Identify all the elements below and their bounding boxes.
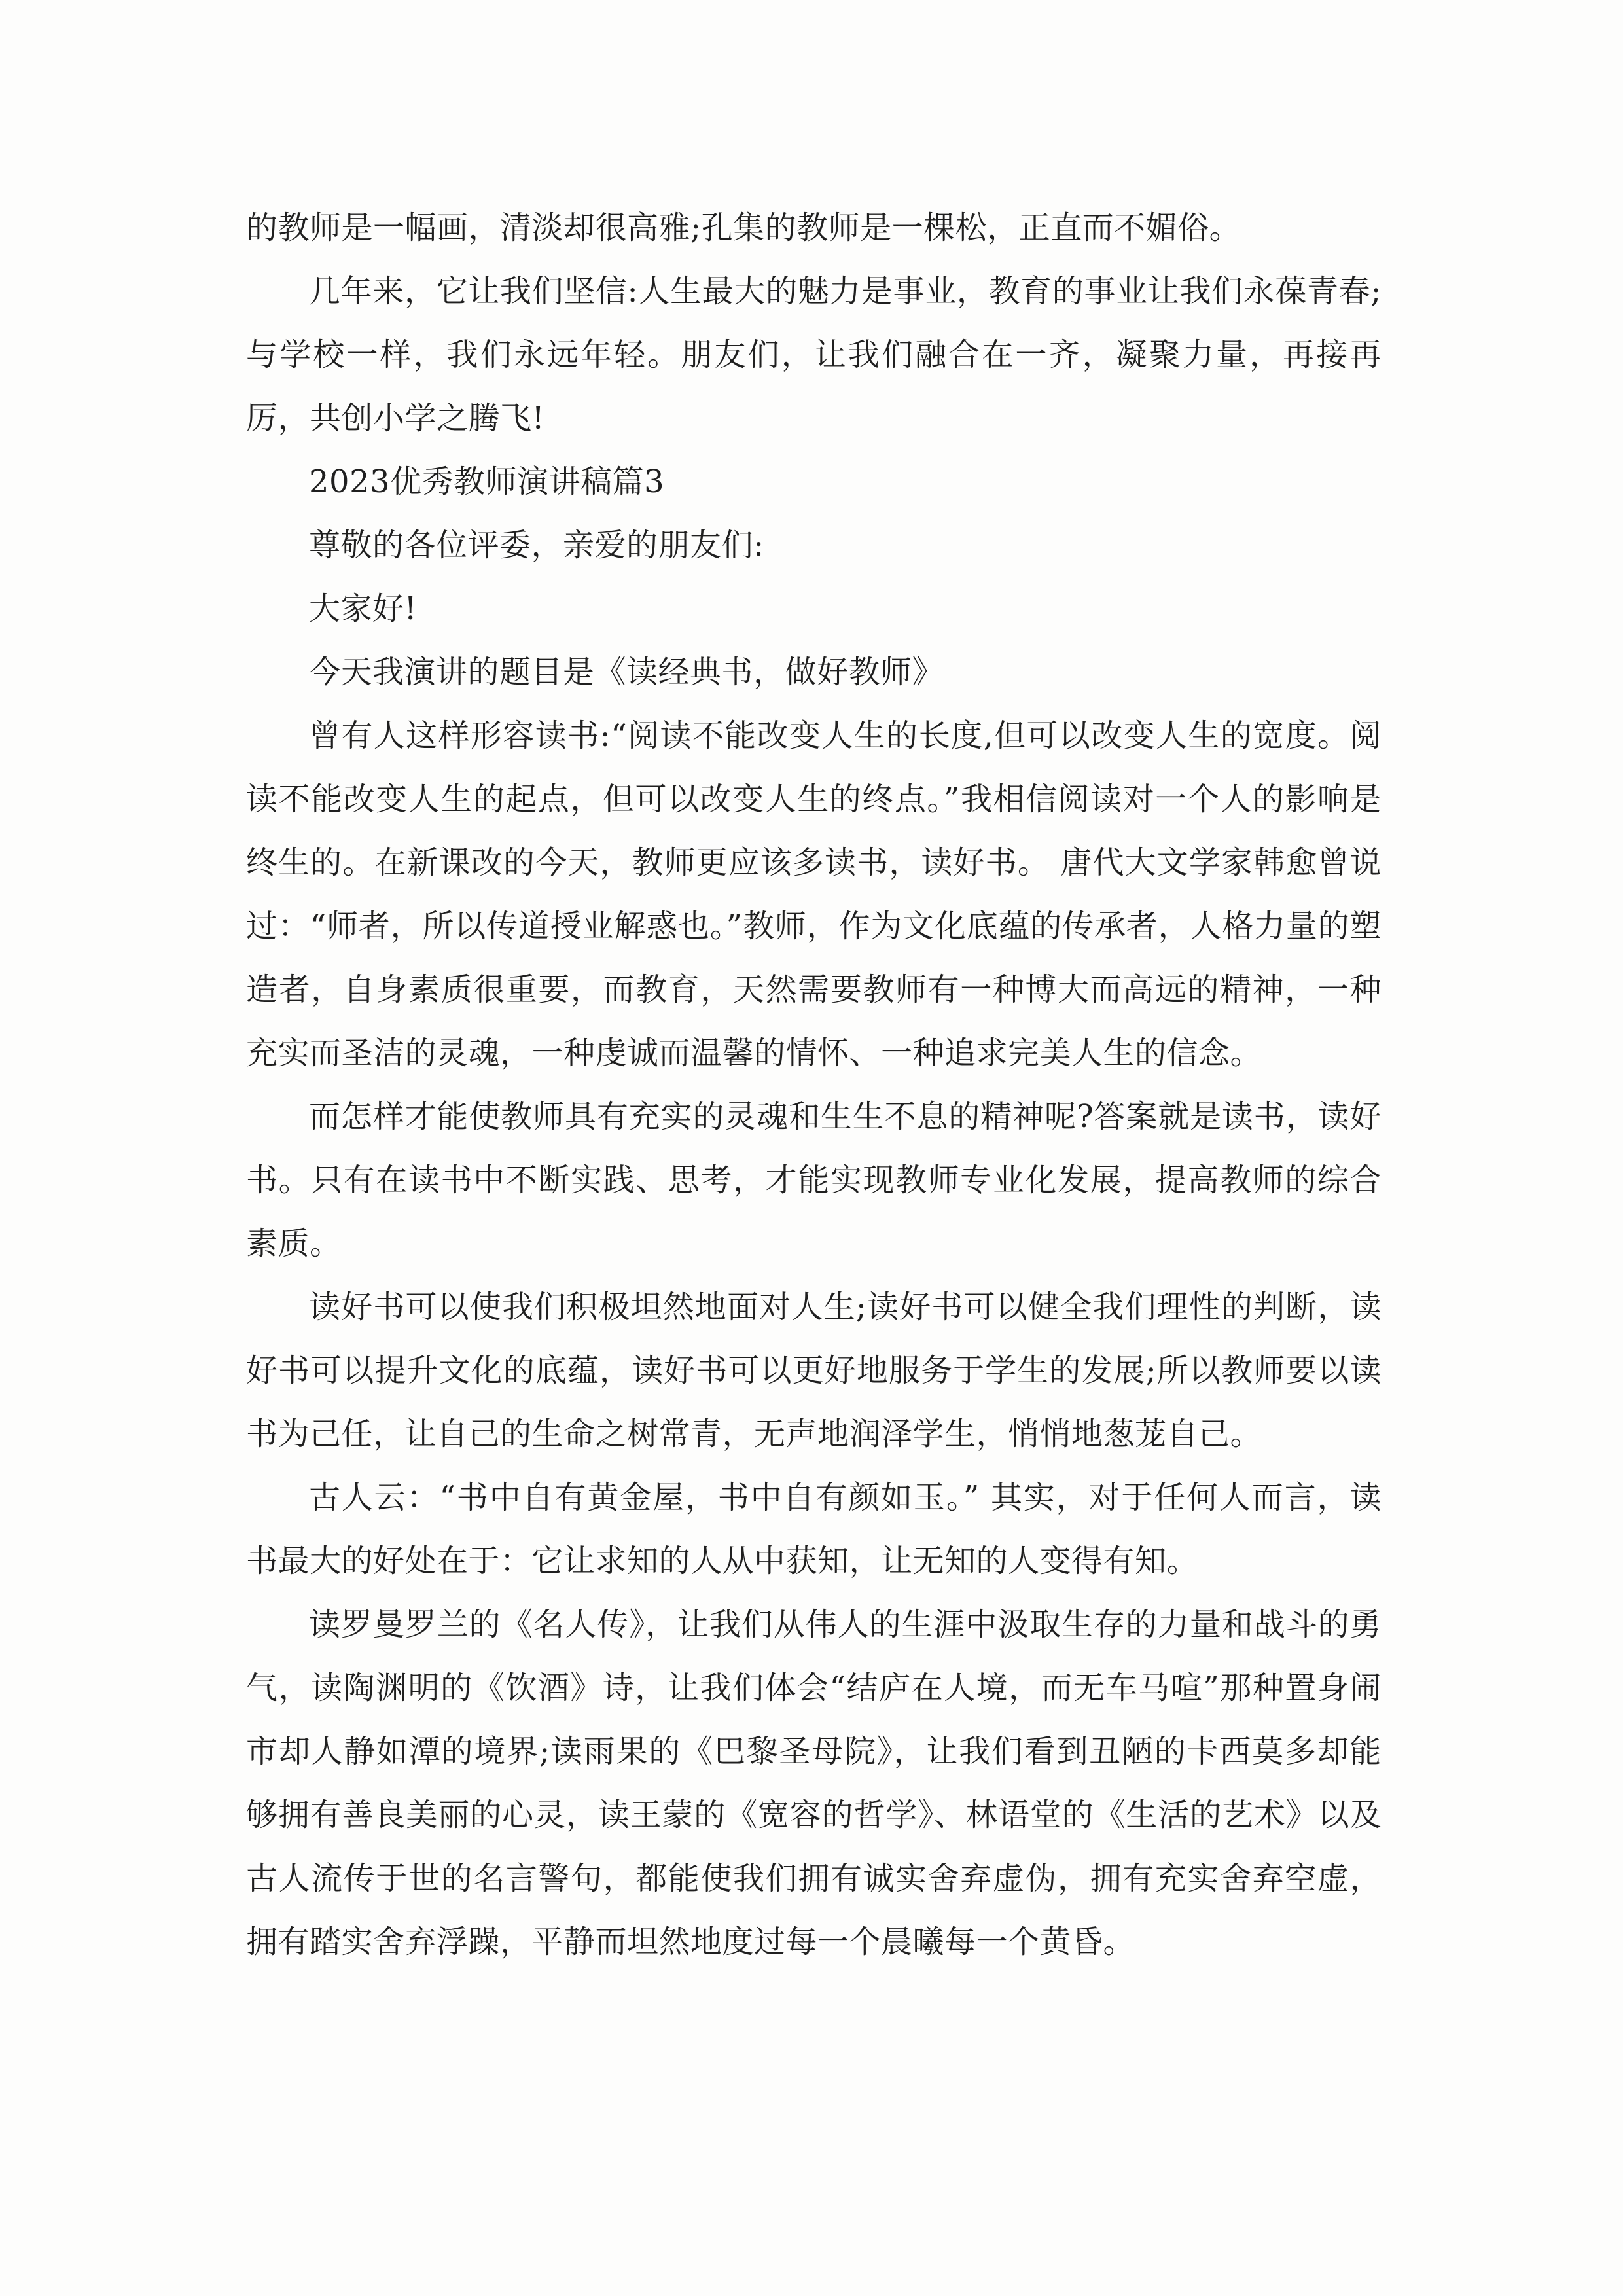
salutation: 尊敬的各位评委，亲爱的朋友们: — [309, 527, 764, 564]
speech-topic: 今天我演讲的题目是《读经典书，做好教师》 — [309, 654, 944, 691]
paragraph: 读好书可以使我们积极坦然地面对人生;读好书可以健全我们理性的判断，读好书可以提升文化的底蕴，读好书可以更好地服务于学生的发展;所以教师要以读书为己任，让自己的生命之树常青，无声地润泽学生，悄悄地葱茏自己。 — [246, 1289, 1382, 1452]
paragraph: 读罗曼罗兰的《名人传》，让我们从伟人的生涯中汲取生存的力量和战斗的勇气，读陶渊明的《饮酒》诗，让我们体会“结庐在人境，而无车马喧”那种置身闹市却人静如潭的境界;读雨果的《巴黎圣母院》，让我们看到丑陋的卡西莫多却能够拥有善良美丽的心灵，读王蒙的《宽容的哲学》、林语堂的《生活的艺术》以及古人流传于世的名言警句，都能使我们拥有诚实舍弃虚伪，拥有充实舍弃空虚，拥有踏实舍弃浮躁，平静而坦然地度过每一个晨曦每一个黄昏。 — [246, 1606, 1382, 1960]
paragraph: 曾有人这样形容读书:“阅读不能改变人生的长度,但可以改变人生的宽度。阅读不能改变人生的起点，但可以改变人生的终点。”我相信阅读对一个人的影响是终生的。在新课改的今天，教师更应该多读书，读好书。 唐代大文学家韩愈曾说过：“师者，所以传道授业解惑也。”教师，作为文化底蕴的传承者，人格力量的塑造者，自身素质很重要，而教育，天然需要教师有一种博大而高远的精神，一种充实而圣洁的灵魂，一种虔诚而温馨的情怀、一种追求完美人生的信念。 — [246, 717, 1382, 1071]
paragraph: 古人云：“书中自有黄金屋，书中自有颜如玉。” 其实，对于任何人而言，读书最大的好处在于：它让求知的人从中获知，让无知的人变得有知。 — [246, 1479, 1382, 1579]
paragraph: 的教师是一幅画，清淡却很高雅;孔集的教师是一棵松，正直而不媚俗。 — [246, 209, 1241, 246]
section-heading: 2023优秀教师演讲稿篇3 — [309, 463, 665, 500]
document-body — [246, 196, 1382, 1974]
paragraph: 而怎样才能使教师具有充实的灵魂和生生不息的精神呢?答案就是读书，读好书。只有在读书中不断实践、思考，才能实现教师专业化发展，提高教师的综合素质。 — [246, 1098, 1382, 1262]
paragraph: 几年来，它让我们坚信:人生最大的魅力是事业，教育的事业让我们永葆青春;与学校一样，我们永远年轻。朋友们，让我们融合在一齐，凝聚力量，再接再厉，共创小学之腾飞! — [246, 273, 1382, 437]
greeting: 大家好! — [309, 590, 418, 627]
